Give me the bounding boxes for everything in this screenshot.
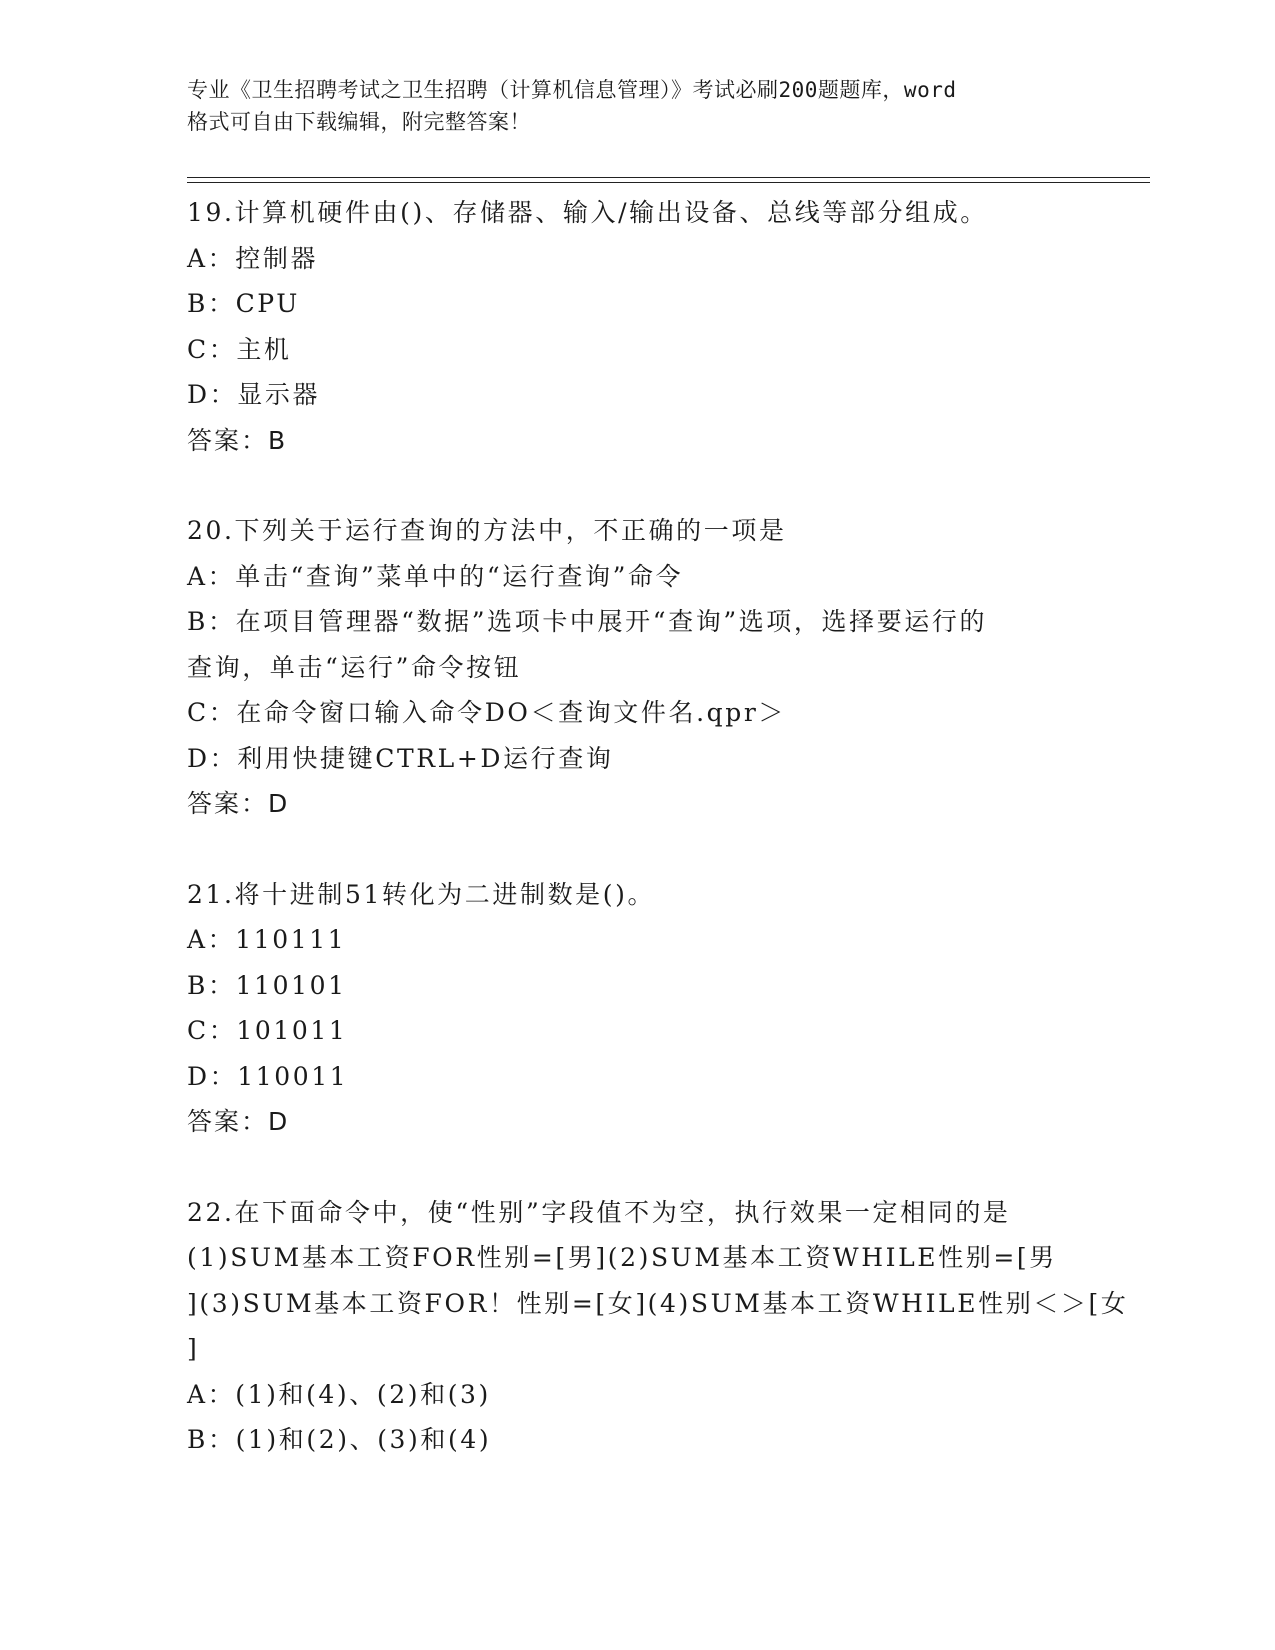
question-block [187,872,1087,1145]
header-divider-bottom [187,182,1150,183]
question-block [187,508,1087,827]
option-line: 查询，单击“运行”命令按钮 [187,652,522,682]
question-stem-line: 22.在下面命令中，使“性别”字段值不为空，执行效果一定相同的是 [187,1197,1011,1227]
option-line: A：(1)和(4)、(2)和(3) [187,1379,491,1409]
question-stem-line: 20.下列关于运行查询的方法中，不正确的一项是 [187,516,787,545]
question-list [187,190,1129,1508]
option-line: C：主机 [187,334,292,364]
question-stem-line: (1)SUM基本工资FOR性别=[男](2)SUM基本工资WHILE性别=[男 [187,1243,1057,1272]
option-line: A：单击“查询”菜单中的“运行查询”命令 [187,561,684,591]
option-line: A：控制器 [187,243,319,273]
option-line: D：110011 [187,1061,349,1091]
option-line: B：110101 [187,970,347,1000]
answer-line: 答案：D [187,1107,290,1136]
answer-line: 答案：D [187,789,290,818]
option-line: C：101011 [187,1016,348,1045]
header-line-1: 专业《卫生招聘考试之卫生招聘（计算机信息管理）》考试必刷200题题库，word [187,78,957,102]
option-line: A：110111 [187,925,347,954]
question-stem-line: 19.计算机硬件由()、存储器、输入/输出设备、总线等部分组成。 [187,198,988,227]
answer-line: 答案：B [187,425,288,455]
header-divider-top [187,177,1150,178]
option-line: D：显示器 [187,380,321,409]
question-stem-line: ](3)SUM基本工资FOR！性别=[女](4)SUM基本工资WHILE性别＜＞[女 [187,1288,1129,1318]
option-line: D：利用快捷键CTRL+D运行查询 [187,743,614,773]
question-block [187,190,1087,463]
question-stem-line: ] [187,1334,200,1363]
header-line-2: 格式可自由下载编辑，附完整答案！ [187,110,531,134]
option-line: B：CPU [187,289,300,318]
option-line: C：在命令窗口输入命令DO＜查询文件名.qpr＞ [187,698,786,727]
question-stem-line: 21.将十进制51转化为二进制数是()。 [187,879,656,909]
question-block [187,1190,1129,1463]
option-line: B：在项目管理器“数据”选项卡中展开“查询”选项，选择要运行的 [187,607,988,636]
option-line: B：(1)和(2)、(3)和(4) [187,1425,492,1454]
document-header [187,74,1087,138]
